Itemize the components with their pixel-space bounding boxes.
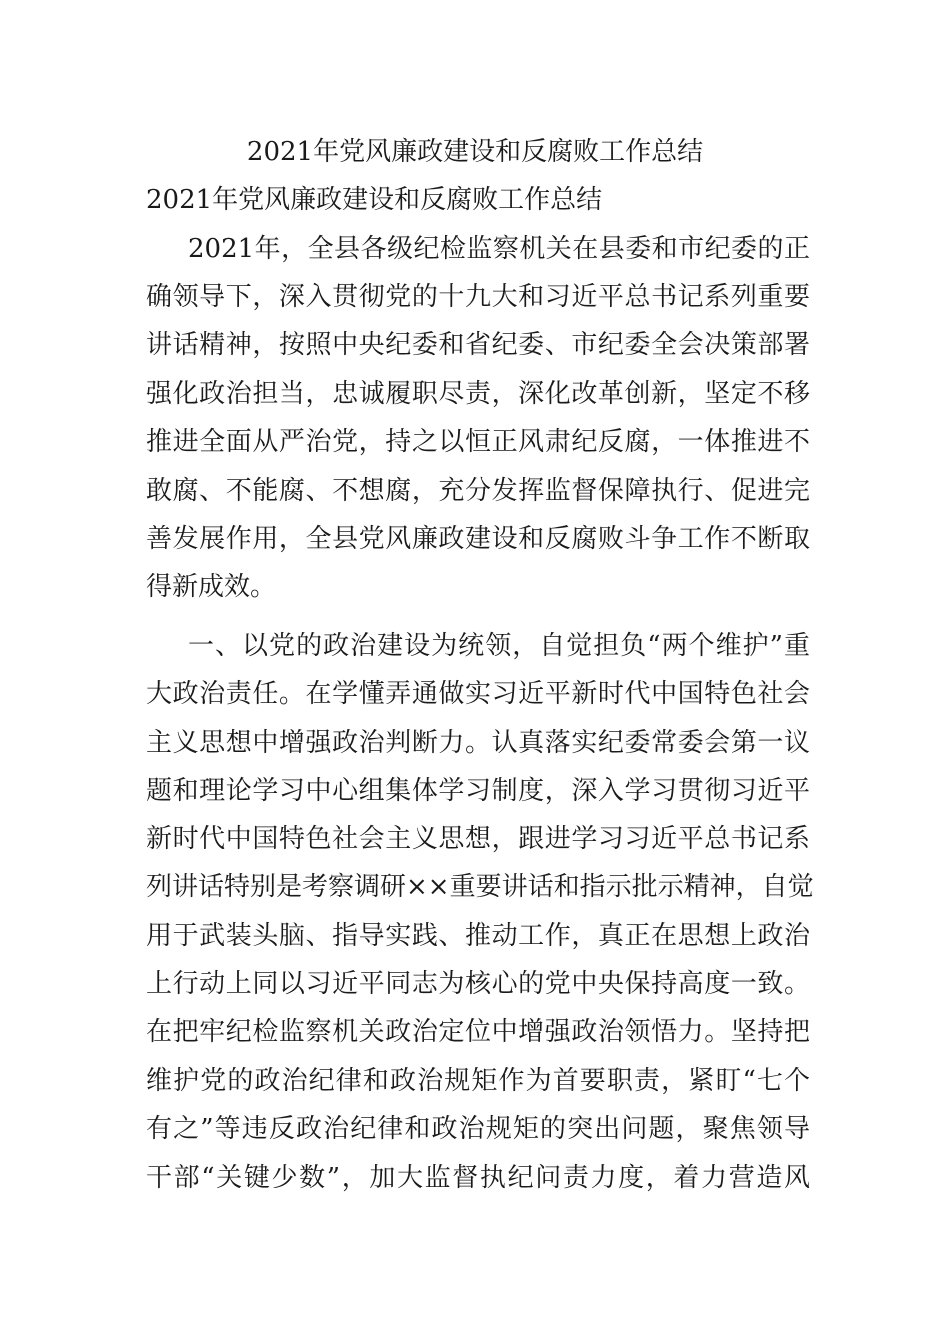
paragraph-2-line-11: 有之”等违反政治纪律和政治规矩的突出问题，聚焦领导 — [146, 1114, 810, 1144]
paragraph-1-line-7: 善发展作用，全县党风廉政建设和反腐败斗争工作不断取 — [146, 524, 810, 554]
paragraph-2-line-7: 用于武装头脑、指导实践、推动工作，真正在思想上政治 — [146, 921, 810, 951]
paragraph-1-line-5: 推进全面从严治党，持之以恒正风肃纪反腐，一体推进不 — [146, 427, 810, 457]
paragraph-1-line-1: 2021年，全县各级纪检监察机关在县委和市纪委的正 — [188, 234, 810, 264]
paragraph-1-line-6: 敢腐、不能腐、不想腐，充分发挥监督保障执行、促进完 — [146, 476, 810, 506]
paragraph-2-line-2: 大政治责任。在学懂弄通做实习近平新时代中国特色社会 — [146, 679, 810, 709]
paragraph-2-line-9: 在把牢纪检监察机关政治定位中增强政治领悟力。坚持把 — [146, 1017, 810, 1047]
paragraph-2-line-1: 一、以党的政治建设为统领，自觉担负“两个维护”重 — [188, 631, 810, 661]
paragraph-2-line-6: 列讲话特别是考察调研××重要讲话和指示批示精神，自觉 — [146, 872, 814, 902]
document-subtitle: 2021年党风廉政建设和反腐败工作总结 — [146, 185, 603, 215]
paragraph-2-line-5: 新时代中国特色社会主义思想，跟进学习习近平总书记系 — [146, 824, 810, 854]
paragraph-1-line-2: 确领导下，深入贯彻党的十九大和习近平总书记系列重要 — [146, 282, 810, 312]
paragraph-2-line-10: 维护党的政治纪律和政治规矩作为首要职责，紧盯“七个 — [146, 1066, 810, 1096]
paragraph-1-line-8: 得新成效。 — [146, 572, 277, 602]
document-title: 2021年党风廉政建设和反腐败工作总结 — [246, 137, 704, 167]
paragraph-2-line-8: 上行动上同以习近平同志为核心的党中央保持高度一致。 — [146, 969, 810, 999]
paragraph-2-line-4: 题和理论学习中心组集体学习制度，深入学习贯彻习近平 — [146, 776, 810, 806]
paragraph-1-line-4: 强化政治担当，忠诚履职尽责，深化改革创新，坚定不移 — [146, 379, 810, 409]
paragraph-2-line-12: 干部“关键少数”，加大监督执纪问责力度，着力营造风 — [146, 1163, 810, 1193]
paragraph-2-line-3: 主义思想中增强政治判断力。认真落实纪委常委会第一议 — [146, 728, 810, 758]
paragraph-1-line-3: 讲话精神，按照中央纪委和省纪委、市纪委全会决策部署 — [146, 330, 810, 360]
